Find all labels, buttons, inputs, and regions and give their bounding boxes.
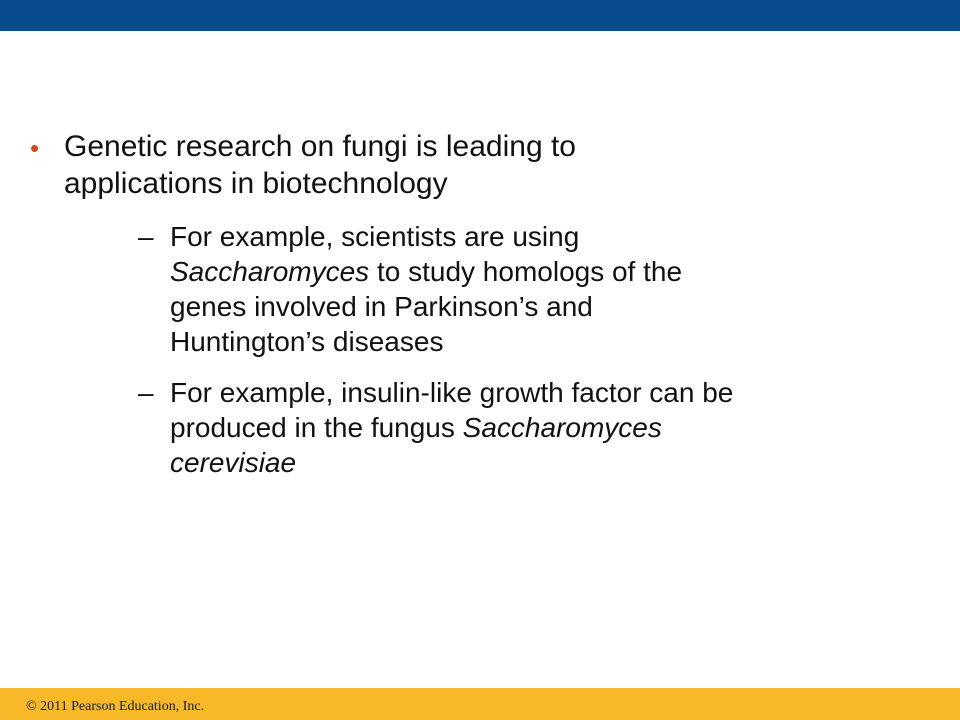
sub-bullet-2-line-1: For example, insulin-like growth factor can be (170, 377, 734, 408)
sub-bullet-1-line-2-rest: to study homologs of the (369, 256, 683, 287)
copyright-notice: © 2011 Pearson Education, Inc. (26, 699, 205, 714)
sub-bullet-1-dash: – (138, 221, 154, 252)
sub-bullet-1-line-2 (170, 254, 890, 289)
sub-bullet-1-line-4: Huntington’s diseases (170, 326, 444, 357)
sub-bullet-2-text (170, 375, 890, 480)
main-bullet-line-1: Genetic research on fungi is leading to (64, 130, 576, 163)
sub-bullet-2-dash: – (138, 377, 154, 408)
main-bullet-text (64, 128, 744, 202)
main-bullet-line-2: applications in biotechnology (64, 167, 448, 200)
sub-bullet-2-line-2 (170, 410, 890, 445)
bullet-marker: • (30, 133, 40, 163)
sub-bullet-1-text (170, 219, 890, 359)
sub-bullet-2-line-3: cerevisiae (170, 447, 297, 478)
sub-bullet-1-line-1: For example, scientists are using (170, 221, 580, 252)
sub-bullet-2-line-2-plain: produced in the fungus (170, 412, 463, 443)
sub-bullet-1-italic-term: Saccharomyces (170, 256, 370, 287)
sub-bullet-2-italic-term: Saccharomyces (462, 412, 662, 443)
sub-bullet-1-line-3: genes involved in Parkinson’s and (170, 291, 593, 322)
